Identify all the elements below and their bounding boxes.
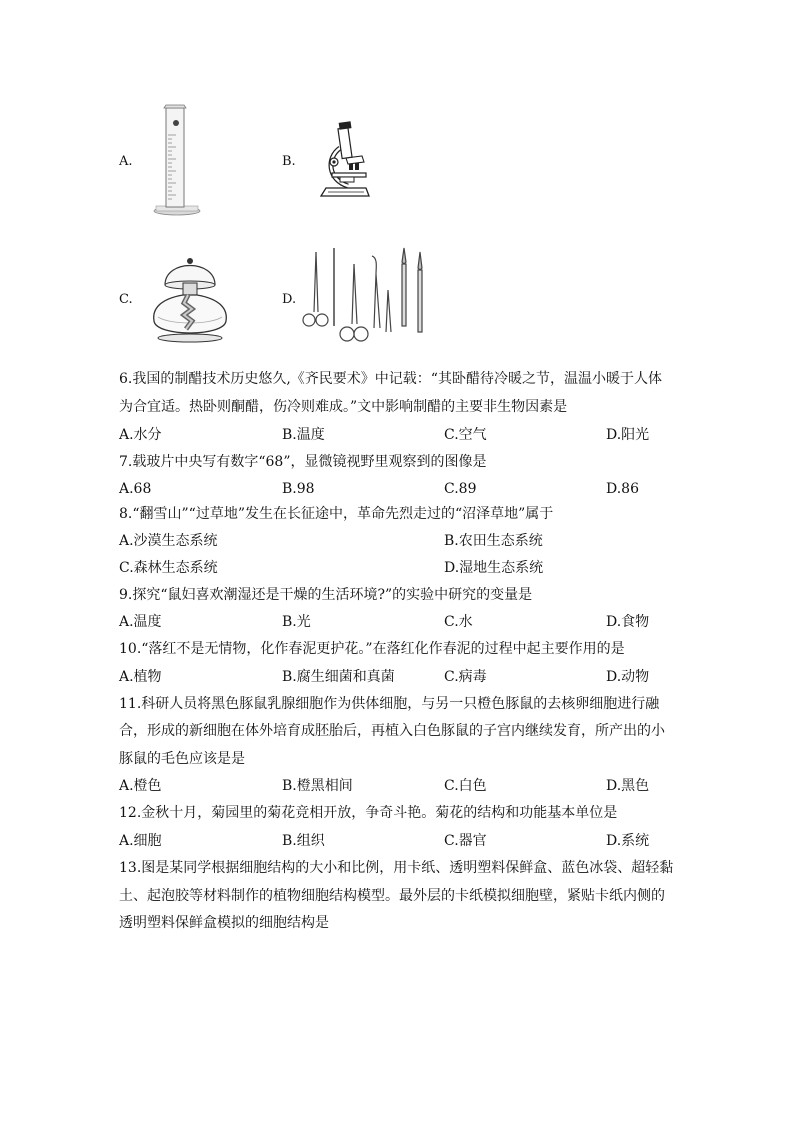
q9-option-b[interactable]: B.光 bbox=[282, 614, 311, 630]
graduated-cylinder-icon bbox=[152, 105, 202, 217]
dissecting-tools-icon bbox=[302, 244, 432, 348]
q9-option-c[interactable]: C.水 bbox=[444, 614, 473, 630]
q8-option-c[interactable]: C.森林生态系统 bbox=[119, 560, 218, 576]
q7-option-d[interactable]: D.86 bbox=[606, 481, 639, 497]
q13-stem-line1: 13.图是某同学根据细胞结构的大小和比例，用卡纸、透明塑料保鲜盒、蓝色冰袋、超轻黏 bbox=[119, 860, 674, 876]
q6-option-d[interactable]: D.阳光 bbox=[606, 427, 650, 443]
q6-stem-line1: 6.我国的制醋技术历史悠久,《齐民要术》中记载：“其卧醋待冷暖之节，温温小暖于人体 bbox=[119, 371, 662, 387]
option-d-label: D. bbox=[282, 292, 297, 307]
q12-option-b[interactable]: B.组织 bbox=[282, 833, 325, 849]
option-c-label: C. bbox=[119, 292, 133, 307]
q7-option-c[interactable]: C.89 bbox=[444, 481, 477, 497]
q6-option-a[interactable]: A.水分 bbox=[119, 427, 162, 443]
q8-option-a[interactable]: A.沙漠生态系统 bbox=[119, 533, 218, 549]
q6-option-c[interactable]: C.空气 bbox=[444, 427, 487, 443]
q8-option-b[interactable]: B.农田生态系统 bbox=[444, 533, 543, 549]
q8-option-d[interactable]: D.湿地生态系统 bbox=[444, 560, 544, 576]
q10-option-b[interactable]: B.腐生细菌和真菌 bbox=[282, 669, 395, 685]
alcohol-lamp-icon bbox=[150, 247, 230, 347]
microscope-icon bbox=[318, 120, 372, 200]
q7-option-a[interactable]: A.68 bbox=[119, 481, 152, 497]
option-a-label: A. bbox=[119, 154, 133, 169]
q10-option-a[interactable]: A.植物 bbox=[119, 669, 162, 685]
q10-stem: 10.“落红不是无情物，化作春泥更护花。”在落红化作春泥的过程中起主要作用的是 bbox=[119, 641, 625, 657]
q11-stem-line2: 合，形成的新细胞在体外培育成胚胎后，再植入白色豚鼠的子宫内继续发育，所产出的小 bbox=[119, 723, 665, 739]
q7-option-b[interactable]: B.98 bbox=[282, 481, 315, 497]
q6-stem-line2: 为合宜适。热卧则酮醋，伤冷则难成。”文中影响制醋的主要非生物因素是 bbox=[119, 399, 568, 415]
option-b-label: B. bbox=[282, 154, 296, 169]
q6-option-b[interactable]: B.温度 bbox=[282, 427, 325, 443]
q11-stem-line3: 豚鼠的毛色应该是是 bbox=[119, 751, 245, 767]
q11-option-b[interactable]: B.橙黑相间 bbox=[282, 778, 353, 794]
q7-stem: 7.载玻片中央写有数字“68”，显微镜视野里观察到的图像是 bbox=[119, 454, 487, 470]
q11-stem-line1: 11.科研人员将黑色豚鼠乳腺细胞作为供体细胞，与另一只橙色豚鼠的去核卵细胞进行融 bbox=[119, 696, 660, 712]
q11-option-c[interactable]: C.白色 bbox=[444, 778, 487, 794]
q9-stem: 9.探究“鼠妇喜欢潮湿还是干燥的生活环境?”的实验中研究的变量是 bbox=[119, 587, 533, 603]
q12-option-a[interactable]: A.细胞 bbox=[119, 833, 162, 849]
q12-stem: 12.金秋十月，菊园里的菊花竞相开放，争奇斗艳。菊花的结构和功能基本单位是 bbox=[119, 805, 618, 821]
q10-option-d[interactable]: D.动物 bbox=[606, 669, 650, 685]
q8-stem: 8.“翻雪山”“过草地”发生在长征途中，革命先烈走过的“沼泽草地”属于 bbox=[119, 506, 554, 522]
q9-option-d[interactable]: D.食物 bbox=[606, 614, 650, 630]
q13-stem-line3: 透明塑料保鲜盒模拟的细胞结构是 bbox=[119, 915, 329, 931]
q10-option-c[interactable]: C.病毒 bbox=[444, 669, 487, 685]
q13-stem-line2: 土、起泡胶等材料制作的植物细胞结构模型。最外层的卡纸模拟细胞壁，紧贴卡纸内侧的 bbox=[119, 888, 665, 904]
q12-option-c[interactable]: C.器官 bbox=[444, 833, 487, 849]
q11-option-d[interactable]: D.黑色 bbox=[606, 778, 650, 794]
q11-option-a[interactable]: A.橙色 bbox=[119, 778, 162, 794]
q9-option-a[interactable]: A.温度 bbox=[119, 614, 162, 630]
q12-option-d[interactable]: D.系统 bbox=[606, 833, 650, 849]
